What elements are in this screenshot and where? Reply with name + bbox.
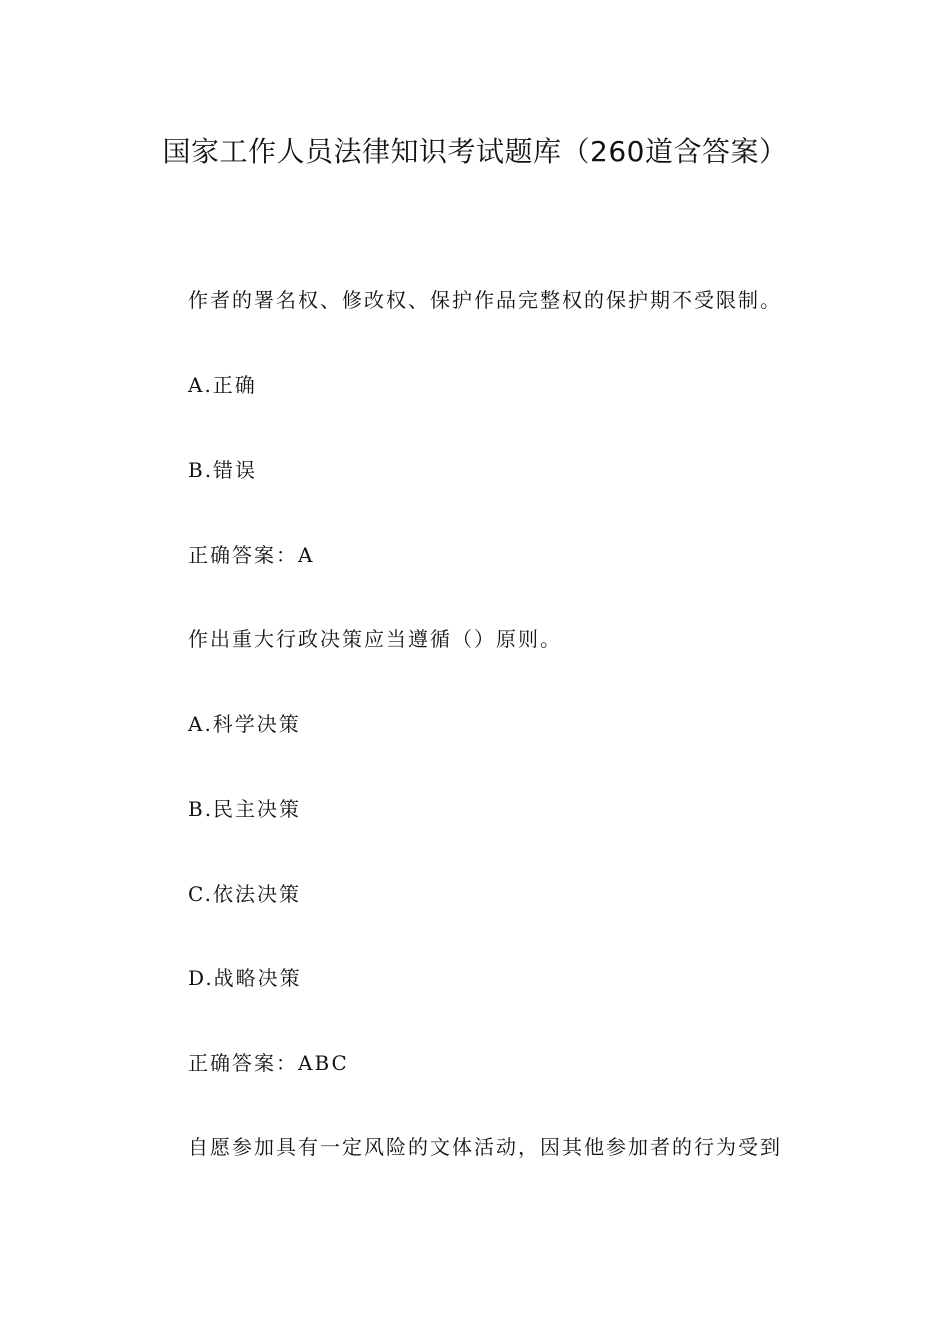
document-title: 国家工作人员法律知识考试题库（260道含答案）: [162, 135, 788, 168]
question-2-option-c: C.依法决策: [188, 882, 301, 906]
question-2-option-d: D.战略决策: [188, 966, 302, 990]
question-3-stem: 自愿参加具有一定风险的文体活动，因其他参加者的行为受到: [188, 1135, 782, 1159]
question-1-option-b: B.错误: [188, 458, 258, 482]
question-2-stem: 作出重大行政决策应当遵循（）原则。: [188, 627, 562, 651]
question-1-option-a: A.正确: [188, 373, 257, 397]
question-1-stem: 作者的署名权、修改权、保护作品完整权的保护期不受限制。: [188, 288, 782, 312]
question-2-option-a: A.科学决策: [188, 712, 301, 736]
question-1-answer: 正确答案：A: [188, 543, 315, 567]
question-2-answer: 正确答案：ABC: [188, 1051, 349, 1075]
question-2-option-b: B.民主决策: [188, 797, 302, 821]
